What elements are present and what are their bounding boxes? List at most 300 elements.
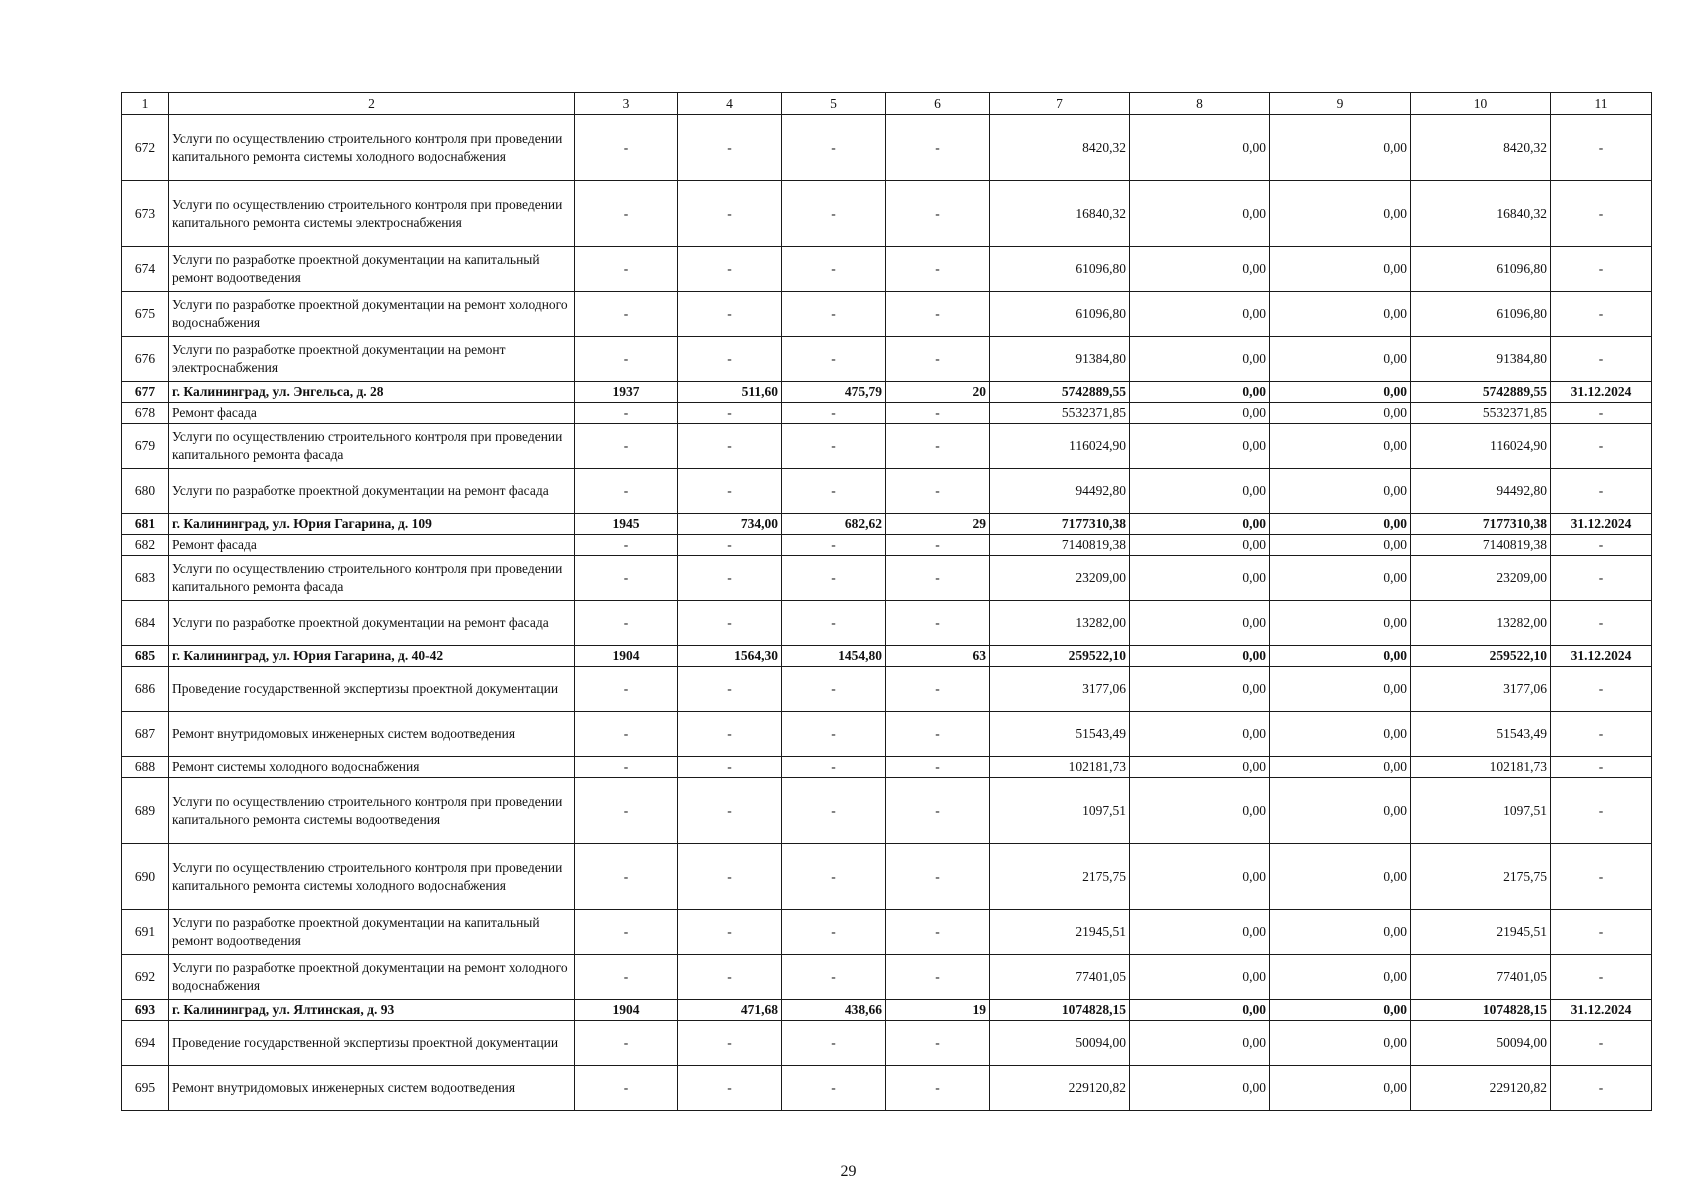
value-cell: 0,00 <box>1270 424 1411 469</box>
value-cell: - <box>678 181 782 247</box>
value-cell: 21945,51 <box>1411 910 1551 955</box>
value-cell: 51543,49 <box>990 712 1130 757</box>
value-cell: 2175,75 <box>990 844 1130 910</box>
work-name-cell: Ремонт внутридомовых инженерных систем водоотведения <box>169 1066 575 1111</box>
work-name-cell: г. Калининград, ул. Юрия Гагарина, д. 109 <box>169 514 575 535</box>
row-number-cell: 682 <box>122 535 169 556</box>
work-name-cell: г. Калининград, ул. Ялтинская, д. 93 <box>169 1000 575 1021</box>
value-cell: 19 <box>886 1000 990 1021</box>
work-name-cell: Услуги по осуществлению строительного контроля при проведении капитального ремонта системы холодного водоснабжения <box>169 844 575 910</box>
column-header: 2 <box>169 93 575 115</box>
address-total-row <box>122 382 1652 403</box>
value-cell: 0,00 <box>1130 955 1270 1000</box>
value-cell: - <box>1551 247 1652 292</box>
value-cell: 1904 <box>575 646 678 667</box>
value-cell: 1454,80 <box>782 646 886 667</box>
value-cell: 1945 <box>575 514 678 535</box>
value-cell: - <box>678 292 782 337</box>
row-number-cell: 681 <box>122 514 169 535</box>
row-number-cell: 684 <box>122 601 169 646</box>
column-header: 9 <box>1270 93 1411 115</box>
work-name-cell: Проведение государственной экспертизы проектной документации <box>169 667 575 712</box>
value-cell: 102181,73 <box>990 757 1130 778</box>
value-cell: 0,00 <box>1130 778 1270 844</box>
value-cell: 77401,05 <box>990 955 1130 1000</box>
value-cell: 13282,00 <box>990 601 1130 646</box>
value-cell: 0,00 <box>1270 514 1411 535</box>
row-number-cell: 672 <box>122 115 169 181</box>
column-header: 11 <box>1551 93 1652 115</box>
work-name-cell: Проведение государственной экспертизы проектной документации <box>169 1021 575 1066</box>
value-cell: - <box>1551 292 1652 337</box>
value-cell: 0,00 <box>1130 556 1270 601</box>
value-cell: 31.12.2024 <box>1551 646 1652 667</box>
row-number-cell: 693 <box>122 1000 169 1021</box>
value-cell: - <box>575 601 678 646</box>
value-cell: - <box>1551 778 1652 844</box>
value-cell: 50094,00 <box>990 1021 1130 1066</box>
value-cell: 2175,75 <box>1411 844 1551 910</box>
work-name-cell: Ремонт внутридомовых инженерных систем водоотведения <box>169 712 575 757</box>
value-cell: - <box>782 1066 886 1111</box>
value-cell: - <box>782 181 886 247</box>
value-cell: 0,00 <box>1130 115 1270 181</box>
value-cell: 0,00 <box>1270 910 1411 955</box>
value-cell: - <box>886 778 990 844</box>
table-row <box>122 403 1652 424</box>
value-cell: 77401,05 <box>1411 955 1551 1000</box>
value-cell: 0,00 <box>1130 247 1270 292</box>
value-cell: - <box>782 292 886 337</box>
value-cell: - <box>886 712 990 757</box>
row-number-cell: 689 <box>122 778 169 844</box>
value-cell: - <box>1551 1066 1652 1111</box>
work-name-cell: Услуги по разработке проектной документации на ремонт холодного водоснабжения <box>169 955 575 1000</box>
row-number-cell: 694 <box>122 1021 169 1066</box>
value-cell: - <box>886 424 990 469</box>
value-cell: - <box>678 757 782 778</box>
row-number-cell: 676 <box>122 337 169 382</box>
value-cell: - <box>886 337 990 382</box>
table-body <box>122 93 1652 1111</box>
value-cell: 1904 <box>575 1000 678 1021</box>
work-name-cell: Услуги по осуществлению строительного контроля при проведении капитального ремонта фасада <box>169 556 575 601</box>
value-cell: 0,00 <box>1130 403 1270 424</box>
value-cell: - <box>782 469 886 514</box>
row-number-cell: 691 <box>122 910 169 955</box>
table-row <box>122 910 1652 955</box>
work-name-cell: Услуги по разработке проектной документации на ремонт электроснабжения <box>169 337 575 382</box>
value-cell: - <box>1551 712 1652 757</box>
value-cell: - <box>886 667 990 712</box>
value-cell: 8420,32 <box>990 115 1130 181</box>
work-name-cell: Услуги по разработке проектной документации на капитальный ремонт водоотведения <box>169 910 575 955</box>
work-name-cell: Ремонт фасада <box>169 403 575 424</box>
value-cell: 7140819,38 <box>1411 535 1551 556</box>
row-number-cell: 679 <box>122 424 169 469</box>
value-cell: - <box>886 247 990 292</box>
column-header: 3 <box>575 93 678 115</box>
value-cell: - <box>886 181 990 247</box>
value-cell: - <box>782 601 886 646</box>
value-cell: - <box>782 247 886 292</box>
value-cell: 0,00 <box>1130 712 1270 757</box>
value-cell: - <box>678 115 782 181</box>
value-cell: - <box>886 1066 990 1111</box>
value-cell: - <box>575 955 678 1000</box>
value-cell: - <box>782 844 886 910</box>
work-name-cell: Услуги по разработке проектной документации на ремонт фасада <box>169 601 575 646</box>
column-header: 6 <box>886 93 990 115</box>
table-row <box>122 844 1652 910</box>
value-cell: 0,00 <box>1270 757 1411 778</box>
value-cell: - <box>678 424 782 469</box>
column-header: 8 <box>1130 93 1270 115</box>
value-cell: - <box>782 535 886 556</box>
value-cell: 116024,90 <box>1411 424 1551 469</box>
value-cell: 0,00 <box>1270 292 1411 337</box>
value-cell: - <box>782 757 886 778</box>
row-number-cell: 673 <box>122 181 169 247</box>
value-cell: - <box>886 403 990 424</box>
value-cell: - <box>678 601 782 646</box>
row-number-cell: 675 <box>122 292 169 337</box>
work-name-cell: Услуги по осуществлению строительного контроля при проведении капитального ремонта системы электроснабжения <box>169 181 575 247</box>
value-cell: - <box>782 910 886 955</box>
value-cell: - <box>575 469 678 514</box>
value-cell: - <box>1551 424 1652 469</box>
value-cell: - <box>1551 955 1652 1000</box>
work-name-cell: г. Калининград, ул. Энгельса, д. 28 <box>169 382 575 403</box>
value-cell: - <box>575 778 678 844</box>
value-cell: 229120,82 <box>990 1066 1130 1111</box>
value-cell: - <box>575 115 678 181</box>
value-cell: 259522,10 <box>1411 646 1551 667</box>
value-cell: 8420,32 <box>1411 115 1551 181</box>
value-cell: - <box>1551 556 1652 601</box>
value-cell: 0,00 <box>1270 337 1411 382</box>
value-cell: 0,00 <box>1130 382 1270 403</box>
value-cell: - <box>782 424 886 469</box>
value-cell: 0,00 <box>1270 1000 1411 1021</box>
table-row <box>122 955 1652 1000</box>
address-total-row <box>122 1000 1652 1021</box>
value-cell: 0,00 <box>1130 910 1270 955</box>
value-cell: 31.12.2024 <box>1551 514 1652 535</box>
table-row <box>122 115 1652 181</box>
value-cell: 0,00 <box>1130 601 1270 646</box>
row-number-cell: 695 <box>122 1066 169 1111</box>
value-cell: - <box>678 844 782 910</box>
value-cell: 116024,90 <box>990 424 1130 469</box>
value-cell: 1074828,15 <box>1411 1000 1551 1021</box>
value-cell: 94492,80 <box>990 469 1130 514</box>
value-cell: 0,00 <box>1270 181 1411 247</box>
value-cell: - <box>678 337 782 382</box>
value-cell: - <box>886 535 990 556</box>
value-cell: 511,60 <box>678 382 782 403</box>
value-cell: 1074828,15 <box>990 1000 1130 1021</box>
value-cell: 734,00 <box>678 514 782 535</box>
work-name-cell: Услуги по разработке проектной документации на капитальный ремонт водоотведения <box>169 247 575 292</box>
value-cell: - <box>575 247 678 292</box>
value-cell: - <box>1551 757 1652 778</box>
work-name-cell: Услуги по разработке проектной документации на ремонт холодного водоснабжения <box>169 292 575 337</box>
value-cell: 0,00 <box>1270 1066 1411 1111</box>
value-cell: - <box>575 1066 678 1111</box>
value-cell: - <box>886 115 990 181</box>
row-number-cell: 678 <box>122 403 169 424</box>
value-cell: 438,66 <box>782 1000 886 1021</box>
value-cell: 23209,00 <box>990 556 1130 601</box>
value-cell: - <box>782 712 886 757</box>
value-cell: - <box>1551 535 1652 556</box>
work-name-cell: Ремонт фасада <box>169 535 575 556</box>
value-cell: - <box>678 535 782 556</box>
value-cell: 5742889,55 <box>1411 382 1551 403</box>
value-cell: - <box>886 844 990 910</box>
value-cell: - <box>782 556 886 601</box>
row-number-cell: 674 <box>122 247 169 292</box>
value-cell: - <box>782 337 886 382</box>
value-cell: - <box>575 181 678 247</box>
row-number-cell: 688 <box>122 757 169 778</box>
value-cell: - <box>1551 181 1652 247</box>
value-cell: 61096,80 <box>1411 247 1551 292</box>
value-cell: 0,00 <box>1130 667 1270 712</box>
value-cell: - <box>575 424 678 469</box>
work-name-cell: Услуги по осуществлению строительного контроля при проведении капитального ремонта фасада <box>169 424 575 469</box>
table-row <box>122 1021 1652 1066</box>
value-cell: 61096,80 <box>1411 292 1551 337</box>
value-cell: 94492,80 <box>1411 469 1551 514</box>
value-cell: - <box>575 910 678 955</box>
value-cell: 0,00 <box>1130 1000 1270 1021</box>
value-cell: - <box>678 1021 782 1066</box>
value-cell: 21945,51 <box>990 910 1130 955</box>
value-cell: - <box>575 757 678 778</box>
value-cell: 16840,32 <box>1411 181 1551 247</box>
value-cell: 0,00 <box>1130 181 1270 247</box>
value-cell: - <box>678 712 782 757</box>
column-header: 4 <box>678 93 782 115</box>
value-cell: - <box>575 292 678 337</box>
value-cell: - <box>782 778 886 844</box>
value-cell: 102181,73 <box>1411 757 1551 778</box>
value-cell: 1097,51 <box>1411 778 1551 844</box>
value-cell: - <box>575 667 678 712</box>
value-cell: - <box>1551 115 1652 181</box>
value-cell: 471,68 <box>678 1000 782 1021</box>
value-cell: 5532371,85 <box>990 403 1130 424</box>
table-row <box>122 469 1652 514</box>
table-row <box>122 181 1652 247</box>
value-cell: 31.12.2024 <box>1551 1000 1652 1021</box>
value-cell: 682,62 <box>782 514 886 535</box>
value-cell: 61096,80 <box>990 247 1130 292</box>
value-cell: 0,00 <box>1270 601 1411 646</box>
value-cell: 1564,30 <box>678 646 782 667</box>
value-cell: - <box>678 667 782 712</box>
value-cell: - <box>575 712 678 757</box>
value-cell: 20 <box>886 382 990 403</box>
value-cell: 91384,80 <box>990 337 1130 382</box>
row-number-cell: 677 <box>122 382 169 403</box>
value-cell: 5532371,85 <box>1411 403 1551 424</box>
repair-register-table <box>121 92 1652 1111</box>
value-cell: 0,00 <box>1130 514 1270 535</box>
value-cell: 0,00 <box>1270 712 1411 757</box>
table-row <box>122 712 1652 757</box>
value-cell: - <box>1551 601 1652 646</box>
value-cell: - <box>575 844 678 910</box>
table-row <box>122 667 1652 712</box>
value-cell: - <box>678 403 782 424</box>
value-cell: 63 <box>886 646 990 667</box>
value-cell: - <box>1551 910 1652 955</box>
value-cell: - <box>886 556 990 601</box>
value-cell: - <box>886 601 990 646</box>
row-number-cell: 692 <box>122 955 169 1000</box>
value-cell: 61096,80 <box>990 292 1130 337</box>
value-cell: 5742889,55 <box>990 382 1130 403</box>
value-cell: 475,79 <box>782 382 886 403</box>
value-cell: 0,00 <box>1130 337 1270 382</box>
value-cell: 91384,80 <box>1411 337 1551 382</box>
value-cell: - <box>1551 1021 1652 1066</box>
value-cell: 7177310,38 <box>990 514 1130 535</box>
value-cell: 1937 <box>575 382 678 403</box>
value-cell: 0,00 <box>1130 292 1270 337</box>
value-cell: 0,00 <box>1130 646 1270 667</box>
value-cell: 3177,06 <box>990 667 1130 712</box>
value-cell: - <box>1551 667 1652 712</box>
value-cell: 3177,06 <box>1411 667 1551 712</box>
value-cell: 229120,82 <box>1411 1066 1551 1111</box>
row-number-cell: 685 <box>122 646 169 667</box>
work-name-cell: Услуги по разработке проектной документации на ремонт фасада <box>169 469 575 514</box>
value-cell: 31.12.2024 <box>1551 382 1652 403</box>
value-cell: 16840,32 <box>990 181 1130 247</box>
value-cell: 1097,51 <box>990 778 1130 844</box>
value-cell: - <box>575 337 678 382</box>
value-cell: - <box>1551 337 1652 382</box>
table-row <box>122 778 1652 844</box>
value-cell: - <box>782 667 886 712</box>
value-cell: - <box>782 955 886 1000</box>
table-row <box>122 247 1652 292</box>
value-cell: - <box>782 1021 886 1066</box>
value-cell: 0,00 <box>1270 115 1411 181</box>
value-cell: 0,00 <box>1130 424 1270 469</box>
column-number-row <box>122 93 1652 115</box>
value-cell: - <box>782 115 886 181</box>
column-header: 1 <box>122 93 169 115</box>
value-cell: 0,00 <box>1270 667 1411 712</box>
value-cell: 0,00 <box>1270 247 1411 292</box>
value-cell: 0,00 <box>1270 844 1411 910</box>
table-row <box>122 556 1652 601</box>
value-cell: 7177310,38 <box>1411 514 1551 535</box>
value-cell: - <box>678 1066 782 1111</box>
value-cell: - <box>575 556 678 601</box>
row-number-cell: 687 <box>122 712 169 757</box>
row-number-cell: 683 <box>122 556 169 601</box>
value-cell: - <box>886 955 990 1000</box>
value-cell: - <box>886 292 990 337</box>
value-cell: - <box>575 403 678 424</box>
table-row <box>122 601 1652 646</box>
column-header: 10 <box>1411 93 1551 115</box>
work-name-cell: Ремонт системы холодного водоснабжения <box>169 757 575 778</box>
register-sheet <box>121 92 1652 1111</box>
work-name-cell: г. Калининград, ул. Юрия Гагарина, д. 40-42 <box>169 646 575 667</box>
value-cell: 7140819,38 <box>990 535 1130 556</box>
page-number: 29 <box>840 1163 857 1180</box>
address-total-row <box>122 646 1652 667</box>
value-cell: 0,00 <box>1130 757 1270 778</box>
value-cell: 0,00 <box>1270 535 1411 556</box>
table-row <box>122 1066 1652 1111</box>
value-cell: 50094,00 <box>1411 1021 1551 1066</box>
table-row <box>122 757 1652 778</box>
value-cell: - <box>1551 844 1652 910</box>
value-cell: - <box>1551 469 1652 514</box>
address-total-row <box>122 514 1652 535</box>
value-cell: - <box>575 1021 678 1066</box>
value-cell: 0,00 <box>1270 778 1411 844</box>
value-cell: - <box>678 778 782 844</box>
value-cell: - <box>886 469 990 514</box>
value-cell: 0,00 <box>1270 1021 1411 1066</box>
row-number-cell: 680 <box>122 469 169 514</box>
value-cell: 0,00 <box>1270 646 1411 667</box>
value-cell: - <box>678 910 782 955</box>
value-cell: - <box>678 247 782 292</box>
value-cell: - <box>886 1021 990 1066</box>
row-number-cell: 690 <box>122 844 169 910</box>
value-cell: 23209,00 <box>1411 556 1551 601</box>
value-cell: - <box>678 469 782 514</box>
row-number-cell: 686 <box>122 667 169 712</box>
column-header: 7 <box>990 93 1130 115</box>
value-cell: 0,00 <box>1130 1021 1270 1066</box>
value-cell: 259522,10 <box>990 646 1130 667</box>
value-cell: 51543,49 <box>1411 712 1551 757</box>
value-cell: 13282,00 <box>1411 601 1551 646</box>
value-cell: 0,00 <box>1130 469 1270 514</box>
value-cell: - <box>575 535 678 556</box>
value-cell: - <box>678 556 782 601</box>
table-row <box>122 292 1652 337</box>
value-cell: 0,00 <box>1270 955 1411 1000</box>
value-cell: - <box>678 955 782 1000</box>
value-cell: - <box>886 757 990 778</box>
work-name-cell: Услуги по осуществлению строительного контроля при проведении капитального ремонта системы холодного водоснабжения <box>169 115 575 181</box>
value-cell: 0,00 <box>1270 403 1411 424</box>
value-cell: - <box>1551 403 1652 424</box>
value-cell: - <box>886 910 990 955</box>
table-row <box>122 337 1652 382</box>
value-cell: 0,00 <box>1270 556 1411 601</box>
value-cell: 29 <box>886 514 990 535</box>
work-name-cell: Услуги по осуществлению строительного контроля при проведении капитального ремонта системы водоотведения <box>169 778 575 844</box>
value-cell: 0,00 <box>1270 382 1411 403</box>
value-cell: 0,00 <box>1130 844 1270 910</box>
column-header: 5 <box>782 93 886 115</box>
table-row <box>122 535 1652 556</box>
value-cell: 0,00 <box>1270 469 1411 514</box>
